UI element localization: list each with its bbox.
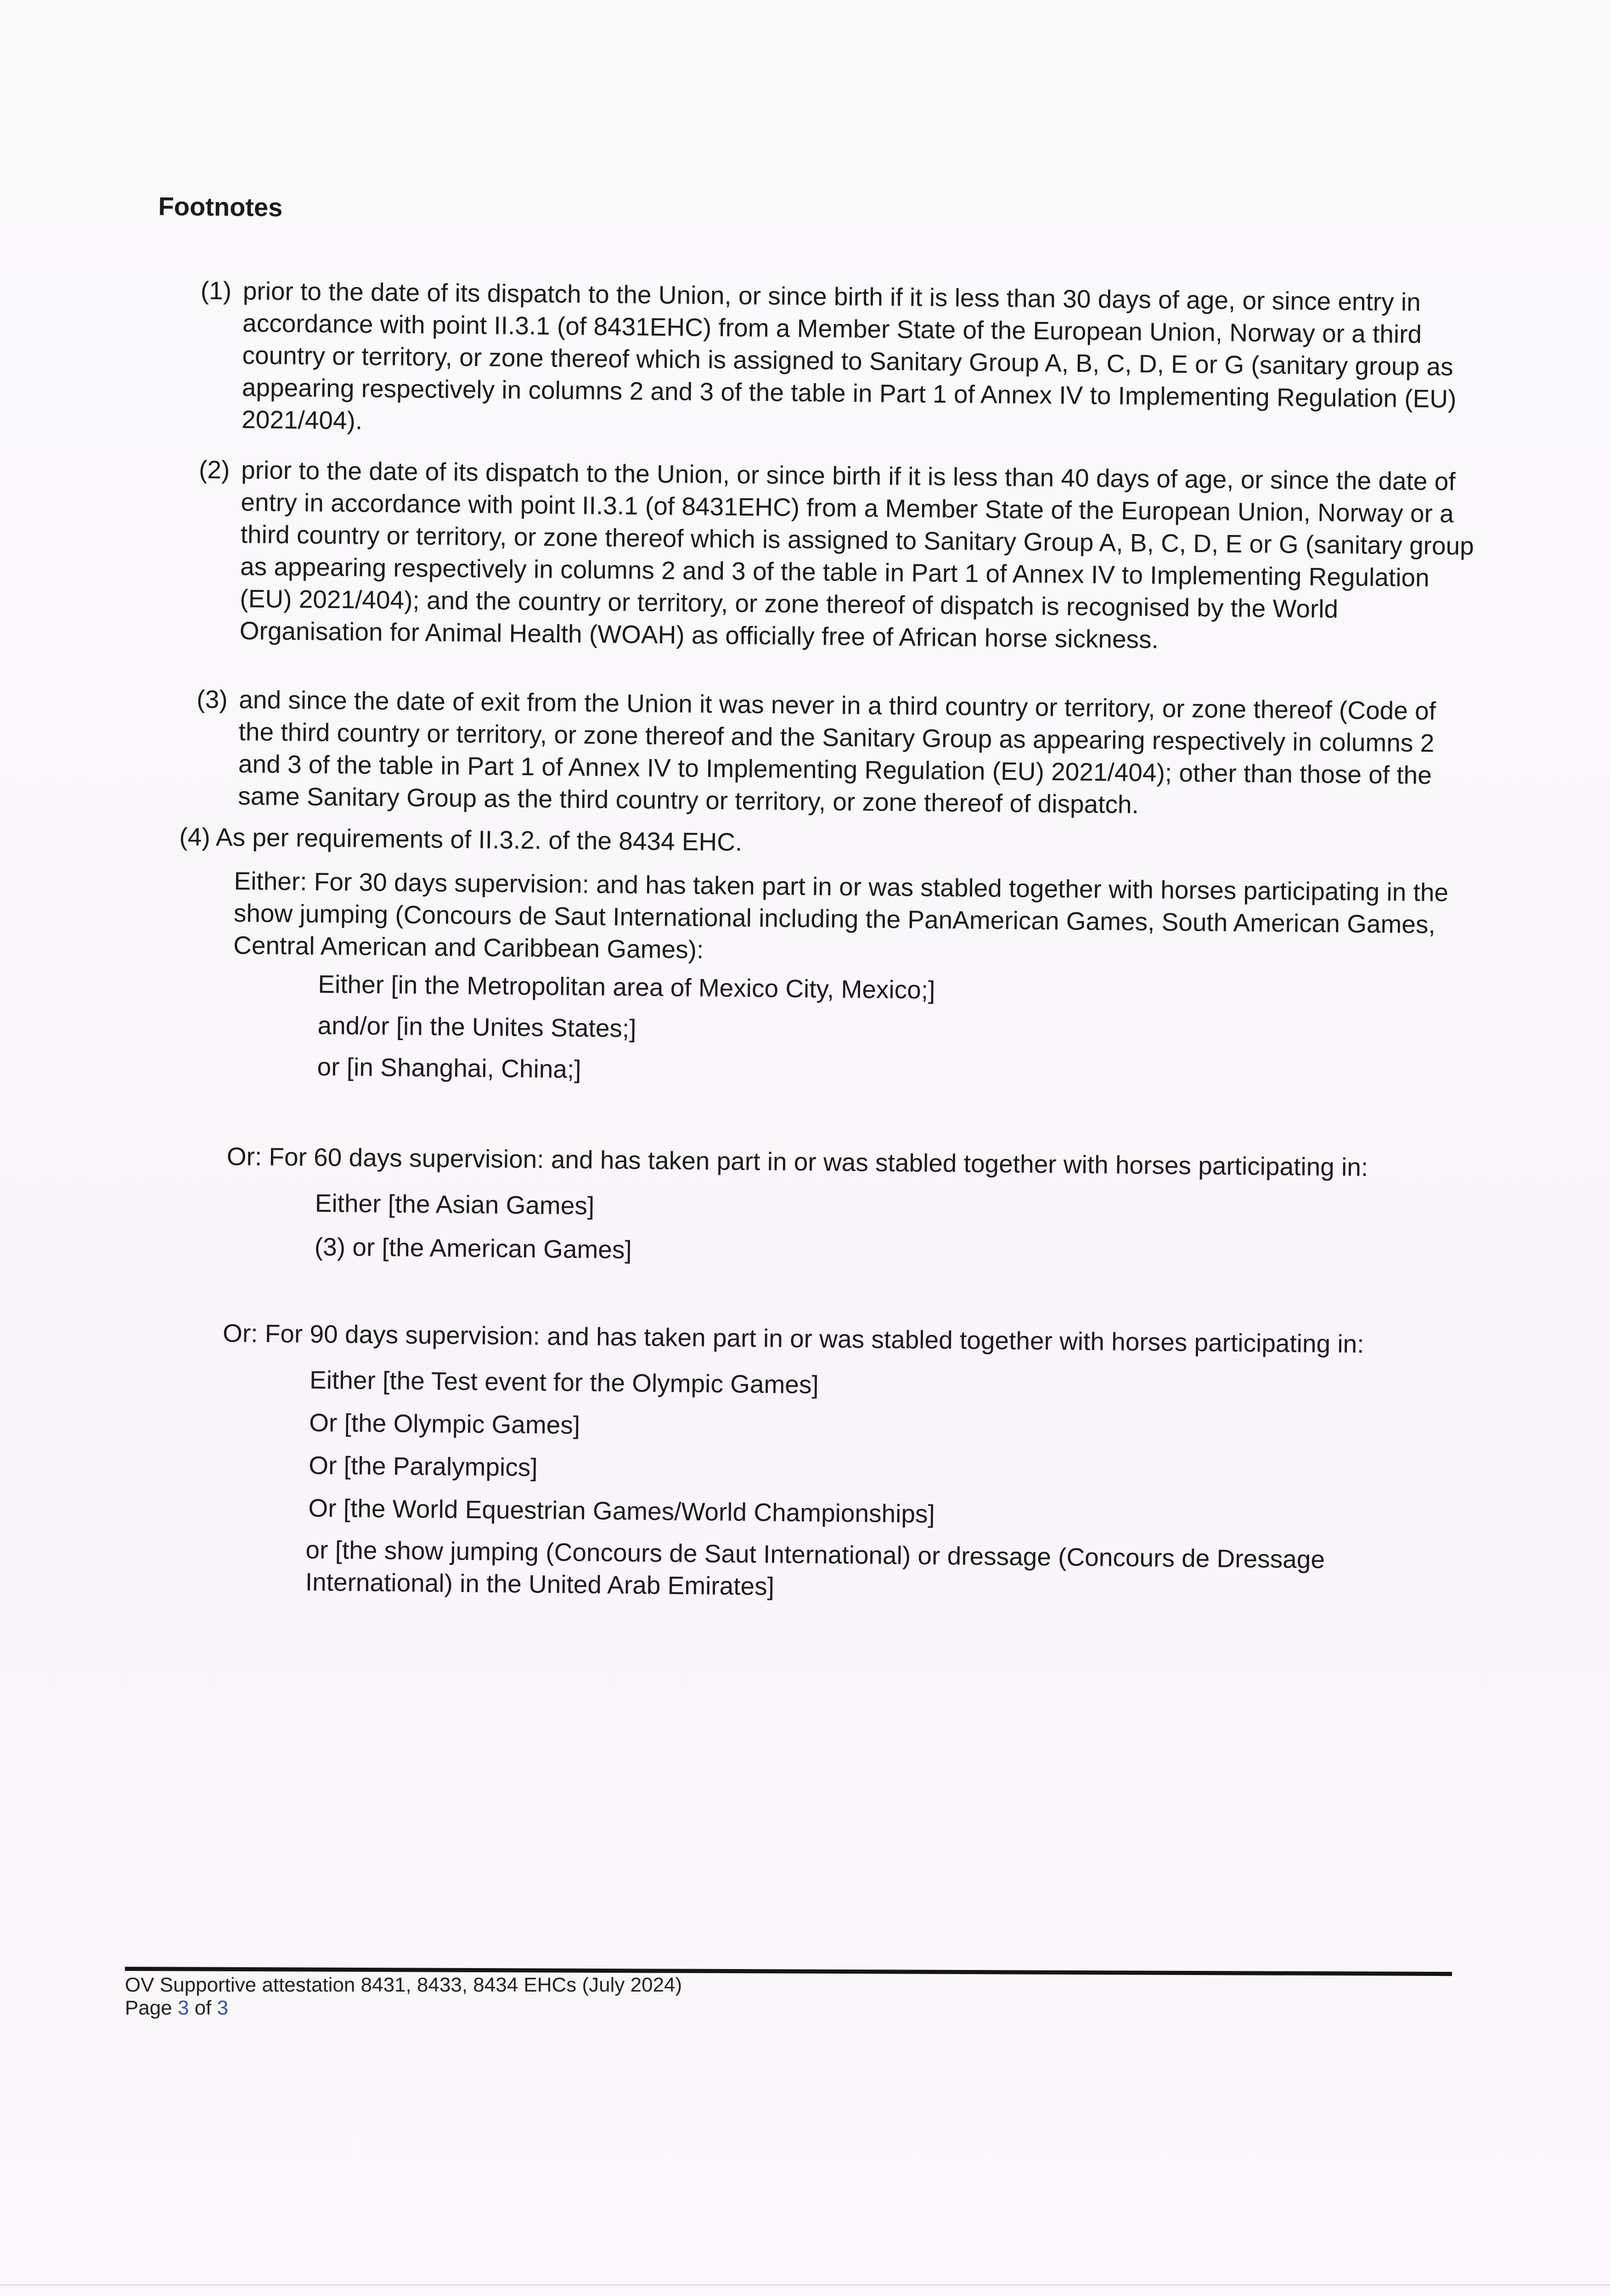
footer-title: OV Supportive attestation 8431, 8433, 8434 EHCs (July 2024) bbox=[125, 1974, 682, 1996]
footnote-text: prior to the date of its dispatch to the Union, or since birth if it is less than 30 days of age, or since entry in accordance with point II.3.1 (of 8431EHC) from a Member State of the European Union, Norway or a third country or territory, or zone thereof which is assigned to Sanitary Group A, B, C, D, E or G (sanitary group as appearing respectively in columns 2 and 3 of the table in Part 1 of Annex IV to Implementing Regulation (EU) 2021/404). bbox=[241, 276, 1457, 435]
footnote-1 bbox=[199, 274, 1477, 447]
footnote-4-title: (4) As per requirements of II.3.2. of the 8434 EHC. bbox=[179, 822, 743, 856]
total-pages: 3 bbox=[217, 1997, 229, 2019]
option-item: Either [the Test event for the Olympic Games] bbox=[309, 1365, 819, 1399]
current-page: 3 bbox=[177, 1997, 189, 2019]
option-item: or [in Shanghai, China;] bbox=[317, 1052, 581, 1084]
option-30-days-intro: Either: For 30 days supervision: and has taken part in or was stabled together with horses participating in the show jumping (Concours de Saut International including the PanAmerican Games, South American Games, Central American and Caribbean Games): bbox=[233, 867, 1449, 964]
page-separator: of bbox=[189, 1997, 217, 2019]
option-item: Or [the Olympic Games] bbox=[309, 1408, 580, 1440]
footnote-text: and since the date of exit from the Union it was never in a third country or territory, or zone thereof (Code of the third country or territory, or zone thereof and the Sanitary Group as appearing respectively in columns 2 and 3 of the table in Part 1 of Annex IV to Implementing Regulation (EU) 2021/404); other than those of the same Sanitary Group as the third country or territory, or zone thereof of dispatch. bbox=[238, 685, 1436, 819]
footnote-number: (2) bbox=[198, 455, 230, 484]
option-60-days-intro: Or: For 60 days supervision: and has taken part in or was stabled together with horses participating in: bbox=[226, 1142, 1368, 1182]
option-item: Either [in the Metropolitan area of Mexico City, Mexico;] bbox=[318, 969, 935, 1004]
page-label: Page bbox=[125, 1997, 178, 2019]
page-footer bbox=[125, 1974, 682, 2020]
footnote-3 bbox=[196, 683, 1474, 824]
option-item: and/or [in the Unites States;] bbox=[317, 1011, 636, 1043]
footnote-text: prior to the date of its dispatch to the Union, or since birth if it is less than 40 days of age, or since the date of entry in accordance with point II.3.1 (of 8431EHC) from a Member State of the European Union, Norway or a third country or territory, or zone thereof which is assigned to Sanitary Group A, B, C, D, E or G (sanitary group as appearing respectively in columns 2 and 3 of the table in Part 1 of Annex IV to Implementing Regulation (EU) 2021/404); and the country or territory, or zone thereof of dispatch is recognised by the World Organisation for Animal Health (WOAH) as officially free of African horse sickness. bbox=[239, 456, 1474, 654]
option-90-days-intro: Or: For 90 days supervision: and has taken part in or was stabled together with horses participating in: bbox=[222, 1318, 1364, 1358]
footnotes-heading: Footnotes bbox=[158, 191, 283, 222]
option-item: or [the show jumping (Concours de Saut International) or dressage (Concours de Dressage International) in the United Arab Emirates] bbox=[305, 1535, 1325, 1601]
option-item: (3) or [the American Games] bbox=[314, 1232, 632, 1264]
option-item: Either [the Asian Games] bbox=[315, 1188, 595, 1220]
footnote-number: (3) bbox=[197, 685, 228, 714]
footnote-number: (1) bbox=[200, 276, 232, 305]
option-item: Or [the World Equestrian Games/World Championships] bbox=[308, 1493, 935, 1528]
option-item: Or [the Paralympics] bbox=[309, 1451, 538, 1482]
page-number bbox=[125, 1997, 682, 2020]
footnote-2 bbox=[197, 453, 1475, 658]
